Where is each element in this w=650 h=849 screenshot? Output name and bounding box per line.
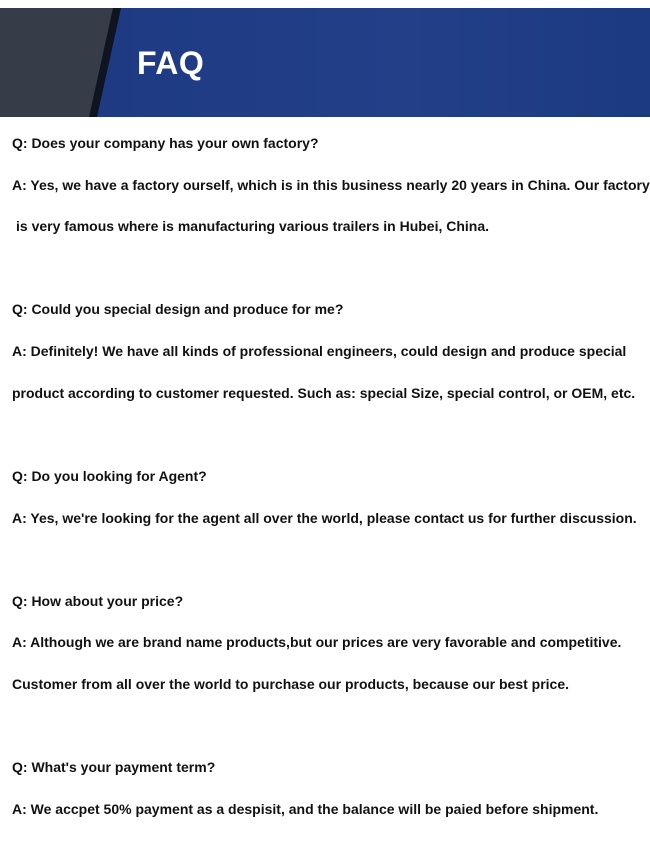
faq-answer-line: product according to customer requested. Such as: special Size, special control, or OEM, etc. xyxy=(12,385,636,401)
banner-background xyxy=(0,8,650,117)
faq-banner xyxy=(0,8,650,117)
page-title: FAQ xyxy=(137,45,205,81)
faq-question: Q: What's your payment term? xyxy=(12,759,216,775)
faq-answer-line: A: We accpet 50% payment as a despisit, and the balance will be paied before shipment. xyxy=(12,801,599,817)
faq-answer-line: A: Yes, we're looking for the agent all over the world, please contact us for further discussion. xyxy=(12,510,637,526)
faq-answer-line: A: Definitely! We have all kinds of professional engineers, could design and produce special xyxy=(12,343,627,359)
faq-question: Q: How about your price? xyxy=(12,593,184,609)
faq-answer-line: is very famous where is manufacturing various trailers in Hubei, China. xyxy=(16,218,490,234)
faq-question: Q: Do you looking for Agent? xyxy=(12,468,207,484)
faq-answer-line: A: Although we are brand name products,but our prices are very favorable and competitive. xyxy=(12,634,622,650)
faq-question: Q: Could you special design and produce for me? xyxy=(12,301,344,317)
faq-answer-line: Customer from all over the world to purchase our products, because our best price. xyxy=(12,676,570,692)
faq-answer-line: A: Yes, we have a factory ourself, which is in this business nearly 20 years in China. Our factory xyxy=(12,177,650,193)
faq-question: Q: Does your company has your own factory? xyxy=(12,135,319,151)
